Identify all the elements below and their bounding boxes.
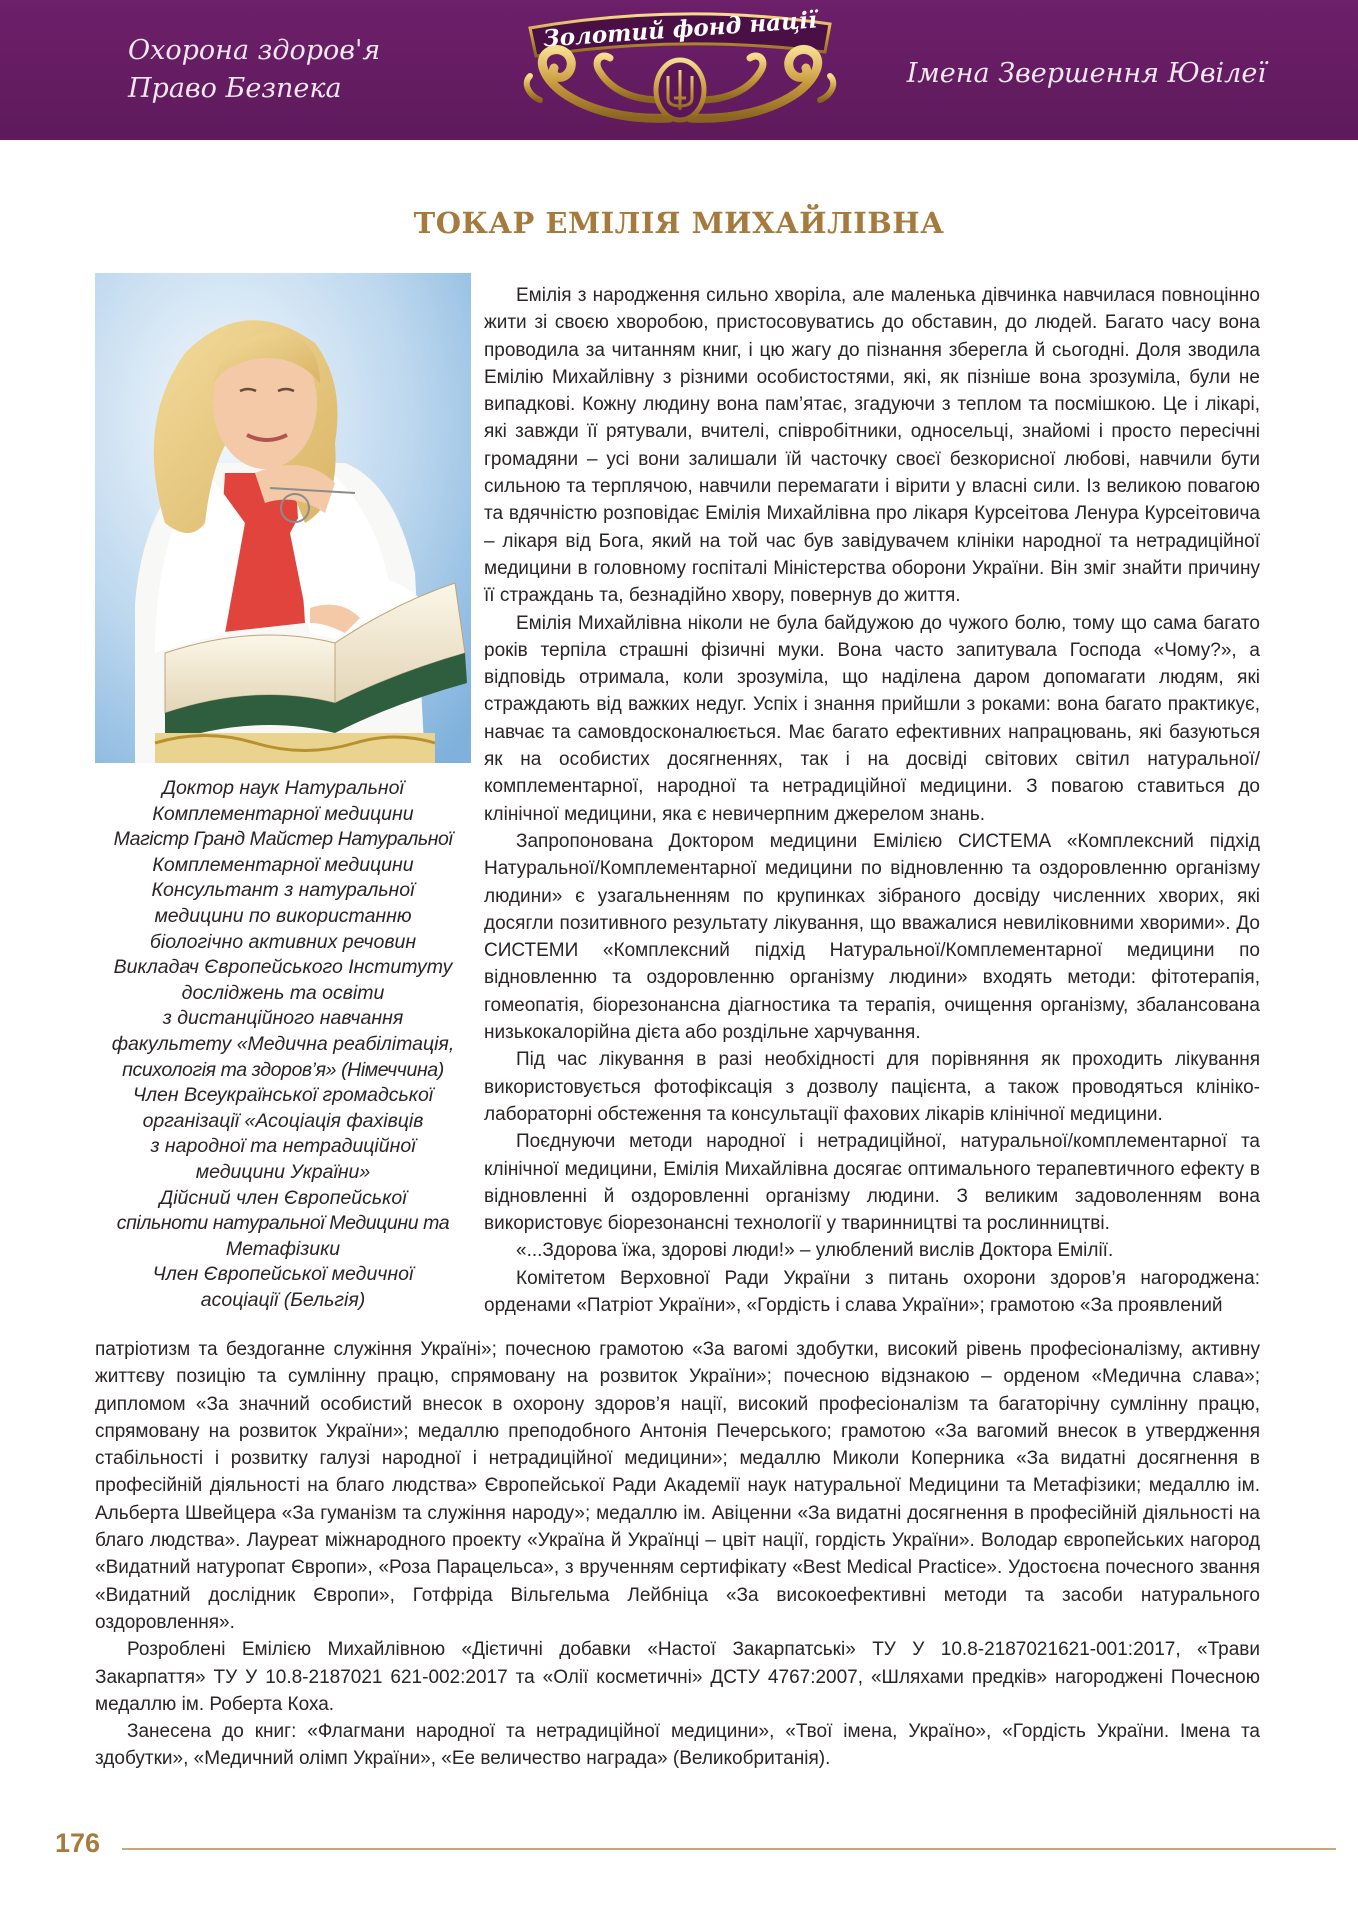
header-left-text	[128, 32, 380, 108]
caption-line: з народної та нетрадиційної	[150, 1135, 416, 1158]
body-paragraph: Занесена до книг: «Флагмани народної та нетрадиційної медицини», «Твої імена, Україно», «Гордість України. Імена та здобутки», «Медичний олімп України», «Ее величество награда» (Великобританія).	[95, 1721, 1260, 1770]
body-paragraph: Запропонована Доктором медицини Емілією СИСТЕМА «Комплексний підхід Натуральної/Комплементарної медицини по відновленню та оздоровленню організму людини» є узагальненням по крупинках зібраного досвіду численних хворих, які досягли позитивного результату лікування, що вважалися невиліковними хворими». До СИСТЕМИ «Комплексний підхід Натуральної/Комплементарної медицини по відновленню та оздоровленню організму людини» входять методи: фітотерапія, гомеопатія, біорезонансна діагностика та терапія, очищення організму, збалансована низькокалорійна дієта або роздільне харчування.	[484, 830, 1260, 1044]
caption-line: Комплементарної медицини	[152, 802, 414, 825]
portrait-image	[95, 273, 471, 763]
caption-line: досліджень та освіти	[181, 981, 385, 1004]
caption-line: спільноти натуральної Медицини та	[116, 1212, 450, 1235]
page-header	[0, 0, 1358, 140]
header-left-line-2: Право Безпека	[128, 73, 342, 104]
caption-line: організації «Асоціація фахівців	[142, 1109, 424, 1132]
footer-divider	[122, 1848, 1336, 1850]
caption-line: Консультант з натуральної	[151, 879, 415, 902]
body-paragraph: Емілія Михайлівна ніколи не була байдужою до чужого болю, тому що сама багато років терпіла страшні фізичні муки. Вона часто запитувала Господа «Чому?», а відповідь отримала, коли зрозуміла, що наділена даром допомагати людям, які страждають від важких недуг. Успіх і знання прийшли з роками: вона багато практикує, навчає та самовдосконалюється. Має багато ефективних напрацювань, які базуються як на особистих досягненнях, так і на досвіді світових світил натуральної/комплементарної, народної та нетрадиційної медицини. З повагою ставиться до клінічної медицини, яка є невичерпним джерелом знань.	[484, 612, 1260, 825]
article-body-column	[484, 282, 1260, 1319]
caption-line: Магістр Гранд Майстер Натуральної	[113, 828, 453, 851]
body-paragraph: Емілія з народження сильно хворіла, але маленька дівчинка навчилася повноцінно жити зі своєю хворобою, пристосовуватись до обставин, до людей. Багато часу вона проводила за читанням книг, і цю жагу до пізнання зберегла й сьогодні. Доля зводила Емілію Михайлівну з різними особистостями, які, як пізніше вона зрозуміла, були не випадкові. Кожну людину вона пам’ятає, згадуючи з теплом та посмішкою. Це і лікарі, які завжди її рятували, вчителі, співробітники, односельці, знайомі і просто пересічні громадяни – усі вони залишали їй часточку своєї безкорисної любові, навчили бути сильною та терплячою, навчили перемагати і вірити у власні сили. Із великою повагою та вдячністю розповідає Емілія Михайлівна про лікаря Курсеітова Ленура Курсеітовича – лікаря від Бога, який на той час був завідувачем клініки народної та нетрадиційної медицини в головному госпіталі Міністерства оборони України. Він зміг знайти причину її страждань та, безнадійно хвору, повернув до життя.	[484, 285, 1260, 607]
caption-line: асоціації (Бельгія)	[200, 1288, 366, 1311]
body-paragraph-continued: патріотизм та бездоганне служіння Україні»; почесною грамотою «За вагомі здобутки, високий рівень професіоналізму, активну життєву позицію та сумлінну працю, спрямовану на розвиток України»; почесною відзнакою – орденом «Медична слава»; дипломом «За значний особистий внесок в охорону здоров’я нації, високий професіоналізм та багаторічну сумлінну працю, спрямовану на розвиток України»; медаллю преподобного Антонія Печерського; грамотою «За вагомий внесок в утвердження стабільності і розвитку галузі народної і нетрадиційної медицини»; медаллю Миколи Коперника «За видатні досягнення в професійній діяльності на благо людства» Європейської Ради Академії наук натуральної Медицини та Метафізики; медаллю ім. Альберта Швейцера «За гуманізм та служіння народу»; медаллю ім. Авіценни «За видатні досягнення в професійній діяльності на благо людства». Лауреат міжнародного проекту «Україна й Українці – цвіт нації, гордість України». Володар європейських нагород «Видатний натуропат Європи», «Роза Парацельса», з врученням сертифікату «Best Medical Practice». Удостоєна почесного звання «Видатний дослідник Європи», Готфріда Вільгельма Лейбніца «За високоефективні методи та засоби натурального оздоровлення».	[95, 1339, 1260, 1633]
portrait-photo	[95, 273, 471, 763]
body-paragraph: Поєднуючи методи народної і нетрадиційної, натуральної/комплементарної та клінічної медицини, Емілія Михайлівна досягає оптимального терапевтичного ефекту в відновленні й оздоровленні організму людини. З великим задоволенням вона використовує біорезонансні технології у тваринництві та рослинництві.	[484, 1131, 1260, 1235]
body-paragraph: Розроблені Емілією Михайлівною «Дієтичні добавки «Настої Закарпатські» ТУ У 10.8-2187021621-001:2017, «Трави Закарпаття» ТУ У 10.8-2187021 621-002:2017 та «Олії косметичні» ДСТУ 4767:2007, «Шляхами предків» нагороджені Почесною медаллю ім. Роберта Коха.	[95, 1639, 1260, 1715]
caption-line: медицини по використанню	[154, 904, 412, 927]
page-number: 176	[55, 1828, 101, 1858]
golden-fund-emblem	[500, 0, 860, 140]
caption-line: факультету «Медична реабілітація,	[111, 1032, 455, 1055]
caption-line: з дистанційного навчання	[162, 1007, 404, 1030]
caption-line: Член Всеукраїнської громадської	[132, 1084, 434, 1107]
caption-line: Дійсний член Європейської	[159, 1186, 407, 1209]
caption-line: Метафізики	[225, 1237, 341, 1260]
body-paragraph: «...Здорова їжа, здорові люди!» – улюблений вислів Доктора Емілії.	[516, 1240, 1114, 1262]
body-paragraph: Комітетом Верховної Ради України з питань охорони здоров’я нагороджена: орденами «Патріот України», «Гордість і слава України»; грамотою «За проявлений	[484, 1267, 1260, 1316]
caption-line: Комплементарної медицини	[152, 853, 414, 876]
caption-line: медицини України»	[195, 1160, 371, 1183]
caption-line: Доктор наук Натуральної	[162, 777, 404, 799]
body-paragraph: Під час лікування в разі необхідності для порівняння як проходить лікування використовується фотофіксація з дозволу пацієнта, а також проводяться клініко-лабораторні обстеження та консультації фахових лікарів клінічної медицини.	[484, 1049, 1260, 1125]
caption-line: Викладач Європейського Інституту	[113, 956, 453, 979]
photo-caption	[95, 776, 471, 1313]
article-title: ТОКАР ЕМІЛІЯ МИХАЙЛІВНА	[413, 206, 945, 240]
header-left-line-1: Охорона здоров'я	[128, 35, 381, 66]
article-body-full	[95, 1336, 1260, 1773]
header-right-text: Імена Звершення Ювілеї	[906, 58, 1266, 89]
emblem-title: Золотий фонд нації	[542, 6, 818, 53]
caption-line: Член Європейської медичної	[152, 1263, 414, 1286]
caption-line: психологія та здоров’я» (Німеччина)	[122, 1058, 444, 1081]
caption-line: біологічно активних речовин	[149, 930, 417, 953]
